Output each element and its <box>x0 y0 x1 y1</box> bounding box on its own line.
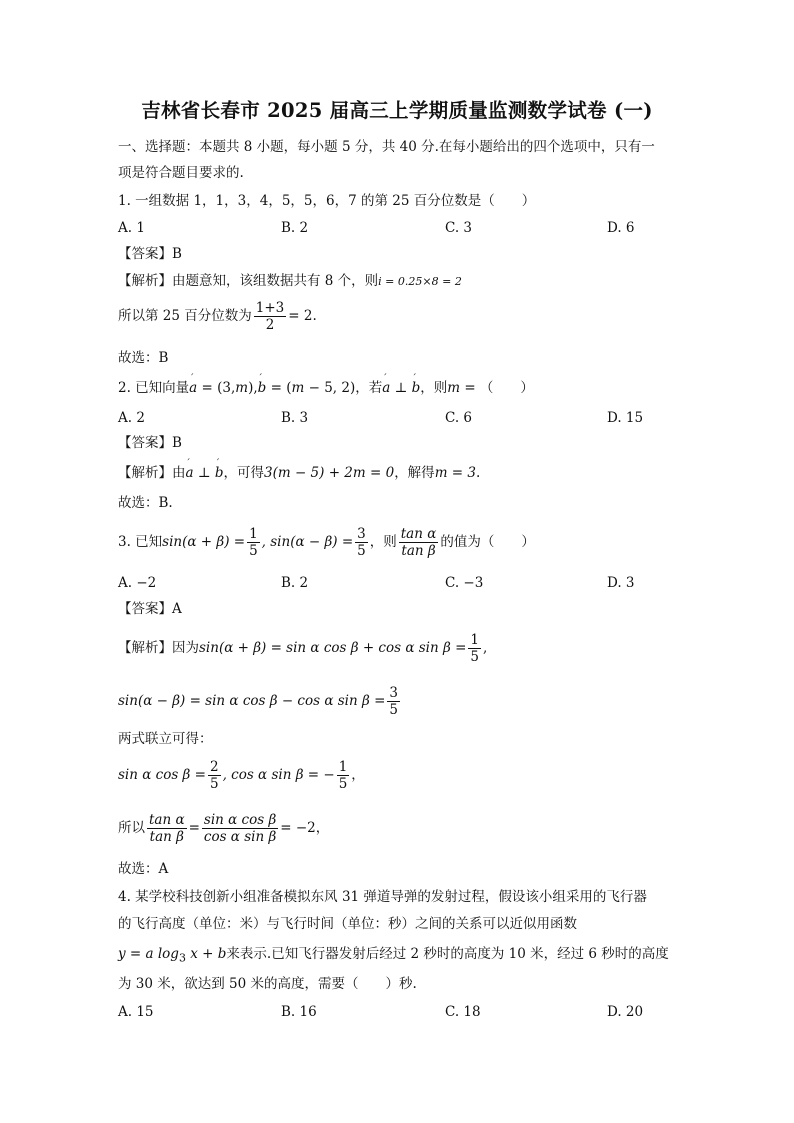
q3-stem-prefix: 3. 已知 <box>118 534 163 550</box>
q2-analysis-vec-a: ′ a <box>186 464 194 482</box>
q3-answer: 【答案】A <box>118 601 182 617</box>
q1-frac-num: 1+3 <box>255 300 285 316</box>
q2-stem-end: = （ ） <box>460 380 534 396</box>
q4-option-a: A. 15 <box>118 1004 154 1020</box>
q2-stem-mid1: = (3, <box>197 380 236 396</box>
q2-stem-mid2: ), <box>248 380 258 396</box>
q1-line2-suffix: = 2. <box>288 308 317 324</box>
q3-so-line <box>118 812 329 845</box>
q2-analysis-mid2: ，解得 <box>394 465 435 481</box>
q4-function-expr2: x + b <box>185 946 227 962</box>
q2-option-d: D. 15 <box>607 410 644 426</box>
q3-frac1-den: 5 <box>249 543 258 559</box>
q3-so-end: = −2， <box>280 820 330 836</box>
q1-frac-den: 2 <box>254 316 287 333</box>
q4-stem-line2: 的飞行高度（单位：米）与飞行时间（单位：秒）之间的关系可以近似用函数 <box>118 916 577 932</box>
q2-option-c: C. 6 <box>445 410 473 426</box>
q1-option-d: D. 6 <box>607 220 635 236</box>
q3-conclusion: 故选：A <box>118 861 169 877</box>
q3-analysis-pre: 因为 <box>172 640 199 656</box>
q3-result-expr1: sin α cos β = <box>118 767 206 783</box>
q2-analysis-mid: ，可得 <box>223 465 264 481</box>
q4-stem-line3 <box>118 945 669 968</box>
q3-frac1-num: 1 <box>249 526 258 542</box>
q1-analysis-label: 【解析】 <box>118 273 172 289</box>
q3-r1-num: 2 <box>209 759 219 775</box>
q3-stem-expr2: , sin(α − β) = <box>261 534 354 550</box>
q3-a1-den: 5 <box>470 649 479 665</box>
q3-analysis-line1 <box>118 632 487 665</box>
q3-r2-num: 1 <box>338 759 348 775</box>
q3-analysis-frac2 <box>387 685 400 718</box>
q2-option-a: A. 2 <box>118 410 145 426</box>
q1-option-b: B. 2 <box>281 220 309 236</box>
q3-stem-frac1 <box>247 526 260 559</box>
q3-combine: 两式联立可得： <box>118 731 213 747</box>
q1-option-c: C. 3 <box>445 220 473 236</box>
q2-perp-b: ′ b <box>412 379 421 397</box>
q3-stem-mid: ，则 <box>369 534 397 550</box>
q3-frac2-num: 3 <box>357 526 366 542</box>
q3-analysis-frac1 <box>468 632 481 665</box>
q1-analysis <box>118 272 462 291</box>
q4-option-d: D. 20 <box>607 1004 644 1020</box>
q2-perp-symbol: ⊥ <box>390 380 412 396</box>
q1-stem: 1. 一组数据 1，1，3，4，5，5，6，7 的第 25 百分位数是（ ） <box>118 193 536 209</box>
q2-answer: 【答案】B <box>118 435 182 451</box>
q3-s2-num: sin α cos β <box>203 812 277 828</box>
q3-so-frac1 <box>147 812 187 845</box>
q2-analysis-eq: 3(m − 5) + 2m = 0 <box>264 465 395 481</box>
q2-analysis-pre: 由 <box>172 465 186 481</box>
q3-s1-den: tan β <box>147 828 187 845</box>
q2-stem-m3: m <box>447 380 461 396</box>
q3-analysis-line2 <box>118 685 402 718</box>
q3-stem-end: 的值为（ ） <box>440 534 535 550</box>
q4-option-b: B. 16 <box>281 1004 317 1020</box>
q3-r1-den: 5 <box>209 776 219 792</box>
q4-stem-line3-text: 来表示.已知飞行器发射后经过 2 秒时的高度为 10 米，经过 6 秒时的高度 <box>226 946 669 962</box>
q3-analysis-expr1: sin(α + β) = sin α cos β + cos α sin β = <box>199 640 467 656</box>
q4-log-base: 3 <box>178 951 186 965</box>
q2-stem-m: m <box>235 380 249 396</box>
q4-option-c: C. 18 <box>445 1004 481 1020</box>
q4-function-expr: y = a log <box>118 946 179 962</box>
q3-a1-num: 1 <box>470 632 479 648</box>
q2-stem <box>118 379 534 397</box>
q2-conclusion: 故选：B. <box>118 495 173 511</box>
q3-option-c: C. −3 <box>445 575 484 591</box>
q1-answer: 【答案】B <box>118 246 182 262</box>
q2-analysis <box>118 464 480 482</box>
q1-analysis-expr: i = 0.25×8 = 2 <box>378 275 462 288</box>
q4-stem-line1: 4. 某学校科技创新小组准备模拟东风 31 弹道导弹的发射过程，假设该小组采用的飞行器 <box>118 889 647 905</box>
section-instruction-line2: 项是符合题目要求的. <box>118 165 244 181</box>
q2-stem-mid5: ，则 <box>420 380 448 396</box>
q1-conclusion: 故选：B <box>118 350 169 366</box>
q4-stem-line4: 为 30 米，欲达到 50 米的高度，需要（ ）秒. <box>118 976 417 992</box>
q3-result-comma: ， <box>351 767 365 783</box>
q2-analysis-result: m = 3 <box>434 465 476 481</box>
q3-stem-expr1: sin(α + β) = <box>162 534 246 550</box>
q3-analysis-comma: , <box>482 640 488 656</box>
q3-stem-frac2 <box>355 526 368 559</box>
q2-option-b: B. 3 <box>281 410 309 426</box>
q3-stem <box>118 526 535 559</box>
q1-line2-prefix: 所以第 25 百分位数为 <box>118 308 252 324</box>
q2-analysis-vec-b: ′ b <box>215 464 224 482</box>
q2-stem-prefix: 2. 已知向量 <box>118 380 190 396</box>
q2-analysis-label: 【解析】 <box>118 465 172 481</box>
q3-s2-den: cos α sin β <box>203 829 277 845</box>
q3-a2-den: 5 <box>389 702 398 718</box>
q1-fraction <box>254 300 287 333</box>
q3-option-a: A. −2 <box>118 575 157 591</box>
q3-option-b: B. 2 <box>281 575 309 591</box>
q1-analysis-line2 <box>118 300 317 333</box>
q2-vector-b: ′ b <box>258 379 267 397</box>
q3-frac2-den: 5 <box>357 543 366 559</box>
q2-stem-mid3: = ( <box>266 380 292 396</box>
q3-stem-frac3 <box>399 526 439 559</box>
q3-a2-num: 3 <box>389 685 398 701</box>
q1-analysis-text: 由题意知，该组数据共有 8 个，则 <box>172 273 379 289</box>
q3-result-expr2: , cos α sin β = − <box>222 767 335 783</box>
q2-stem-mid4: − 5, 2)，若 <box>304 380 383 396</box>
q2-vector-a: ′ a <box>189 379 197 397</box>
q3-option-d: D. 3 <box>607 575 635 591</box>
q3-result-frac2 <box>337 759 350 792</box>
q3-so-label: 所以 <box>118 820 145 836</box>
q2-perp-a: ′ a <box>382 379 390 397</box>
q2-analysis-perp: ⊥ <box>193 465 215 481</box>
q3-result-line <box>118 759 365 792</box>
q1-option-a: A. 1 <box>118 220 145 236</box>
section-instruction-line1: 一、选择题：本题共 8 小题，每小题 5 分，共 40 分.在每小题给出的四个选项中，只有一 <box>118 139 655 155</box>
q3-r2-den: 5 <box>338 776 348 792</box>
q3-frac3-num: tan α <box>400 526 437 542</box>
q3-analysis-expr2: sin(α − β) = sin α cos β − cos α sin β = <box>118 693 386 709</box>
q3-so-eq: = <box>188 820 200 836</box>
q3-s1-num: tan α <box>149 812 185 828</box>
page-title: 吉林省长春市 2025 届高三上学期质量监测数学试卷 (一) <box>141 99 653 122</box>
q3-so-frac2 <box>202 812 278 845</box>
q3-frac3-den: tan β <box>399 542 439 559</box>
q2-analysis-end: . <box>475 465 481 481</box>
q2-stem-m2: m <box>291 380 305 396</box>
q3-analysis-label: 【解析】 <box>118 640 172 656</box>
q3-result-frac1 <box>208 759 221 792</box>
